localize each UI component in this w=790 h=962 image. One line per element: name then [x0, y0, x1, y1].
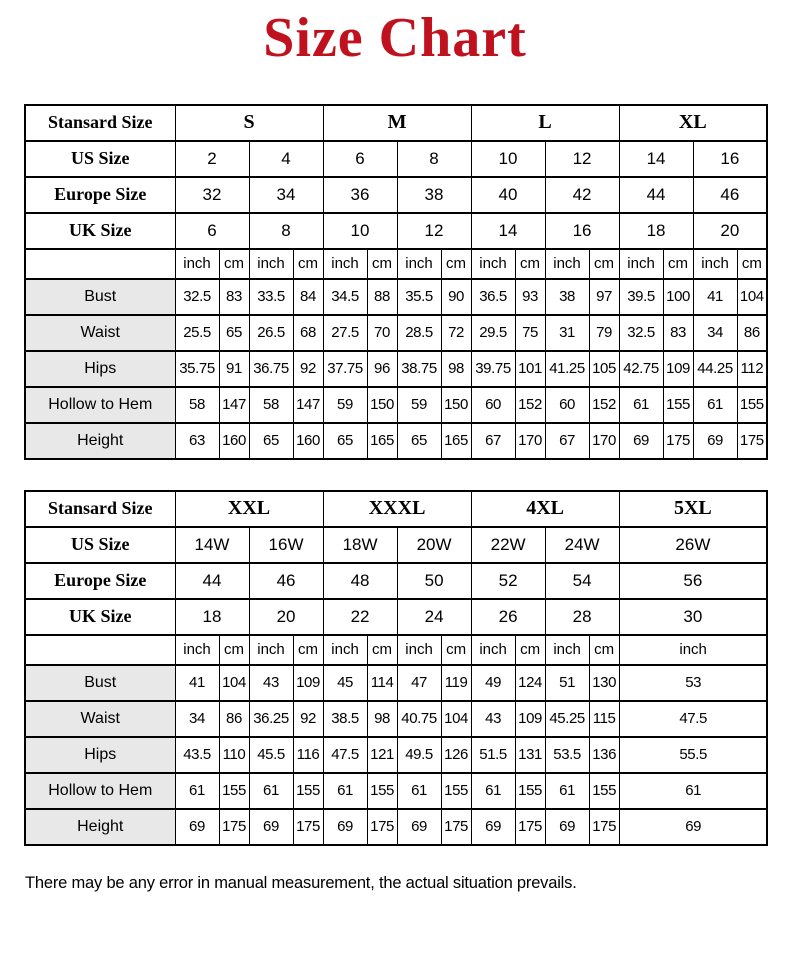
measure-value-cell: 116 [293, 737, 323, 773]
measure-value-cell: 83 [219, 279, 249, 315]
measure-value-cell: 41.25 [545, 351, 589, 387]
measure-value-cell: 47.5 [323, 737, 367, 773]
measure-value-cell: 152 [515, 387, 545, 423]
size-value-cell: 26 [471, 599, 545, 635]
measure-value-cell: 65 [323, 423, 367, 459]
size-group-cell: XL [619, 105, 767, 141]
unit-cm-cell: cm [367, 635, 397, 665]
measure-value-cell: 40.75 [397, 701, 441, 737]
size-value-cell: 54 [545, 563, 619, 599]
measure-value-cell: 150 [441, 387, 471, 423]
measure-value-cell: 170 [589, 423, 619, 459]
unit-inch-cell: inch [249, 635, 293, 665]
measure-row [25, 773, 767, 809]
measure-value-cell: 61 [693, 387, 737, 423]
measure-value-cell: 70 [367, 315, 397, 351]
unit-cm-cell: cm [219, 249, 249, 279]
measure-value-cell: 67 [545, 423, 589, 459]
measure-value-cell: 175 [663, 423, 693, 459]
size-value-cell: 32 [175, 177, 249, 213]
size-value-cell: 22 [323, 599, 397, 635]
measure-value-cell: 35.75 [175, 351, 219, 387]
unit-cm-cell: cm [589, 249, 619, 279]
size-value-cell: 44 [175, 563, 249, 599]
measure-value-cell: 60 [545, 387, 589, 423]
measure-value-cell: 61 [249, 773, 293, 809]
size-value-cell: 56 [619, 563, 767, 599]
size-value-cell: 10 [471, 141, 545, 177]
measure-value-cell: 88 [367, 279, 397, 315]
size-value-cell: 44 [619, 177, 693, 213]
standard-size-label: Stansard Size [25, 491, 175, 527]
measure-value-cell: 63 [175, 423, 219, 459]
measurement-disclaimer: There may be any error in manual measurement, the actual situation prevails. [25, 873, 577, 892]
measure-value-cell: 86 [219, 701, 249, 737]
measure-value-cell: 92 [293, 351, 323, 387]
unit-inch-cell: inch [471, 249, 515, 279]
measure-value-cell: 61 [471, 773, 515, 809]
measure-value-cell: 97 [589, 279, 619, 315]
measure-value-cell: 147 [293, 387, 323, 423]
measure-value-cell: 86 [737, 315, 767, 351]
measure-row [25, 809, 767, 845]
unit-inch-cell: inch [397, 249, 441, 279]
measure-value-cell: 45 [323, 665, 367, 701]
measure-value-cell: 36.75 [249, 351, 293, 387]
measure-value-cell: 58 [249, 387, 293, 423]
measure-value-cell: 25.5 [175, 315, 219, 351]
size-value-cell: 46 [249, 563, 323, 599]
measure-value-cell: 155 [663, 387, 693, 423]
measure-value-cell: 69 [323, 809, 367, 845]
measure-value-cell: 131 [515, 737, 545, 773]
unit-inch-cell: inch [175, 249, 219, 279]
measure-value-cell: 58 [175, 387, 219, 423]
size-group-row [25, 105, 767, 141]
measure-value-cell: 69 [693, 423, 737, 459]
measure-value-cell: 105 [589, 351, 619, 387]
measure-value-cell: 155 [219, 773, 249, 809]
measure-value-cell: 45.5 [249, 737, 293, 773]
unit-inch-cell: inch [619, 249, 663, 279]
measure-row-label: Hips [25, 737, 175, 773]
size-value-cell: 20 [693, 213, 767, 249]
measure-value-cell: 175 [293, 809, 323, 845]
measure-row-label: Hollow to Hem [25, 387, 175, 423]
size-row [25, 177, 767, 213]
measure-value-cell: 109 [663, 351, 693, 387]
measure-value-cell: 84 [293, 279, 323, 315]
measure-value-cell: 69 [175, 809, 219, 845]
size-value-cell: 6 [323, 141, 397, 177]
measure-value-cell: 61 [323, 773, 367, 809]
measure-value-cell: 45.25 [545, 701, 589, 737]
measure-row-label: Hollow to Hem [25, 773, 175, 809]
unit-inch-cell: inch [323, 249, 367, 279]
measure-value-cell: 38 [545, 279, 589, 315]
measure-value-cell: 90 [441, 279, 471, 315]
measure-value-cell: 41 [175, 665, 219, 701]
measure-value-cell: 65 [249, 423, 293, 459]
measure-value-cell: 100 [663, 279, 693, 315]
measure-value-cell: 38.75 [397, 351, 441, 387]
measure-value-cell: 83 [663, 315, 693, 351]
unit-cm-cell: cm [441, 635, 471, 665]
size-row [25, 527, 767, 563]
measure-value-cell: 35.5 [397, 279, 441, 315]
unit-cm-cell: cm [293, 249, 323, 279]
measure-value-cell: 47.5 [619, 701, 767, 737]
size-row-label: US Size [25, 527, 175, 563]
unit-inch-cell: inch [693, 249, 737, 279]
measure-row-label: Height [25, 423, 175, 459]
size-value-cell: 4 [249, 141, 323, 177]
measure-value-cell: 34.5 [323, 279, 367, 315]
measure-value-cell: 69 [397, 809, 441, 845]
measure-value-cell: 69 [249, 809, 293, 845]
measure-row-label: Bust [25, 665, 175, 701]
measure-value-cell: 32.5 [175, 279, 219, 315]
measure-value-cell: 155 [737, 387, 767, 423]
size-value-cell: 18 [619, 213, 693, 249]
empty-cell [25, 635, 175, 665]
size-group-cell: XXL [175, 491, 323, 527]
unit-inch-cell: inch [323, 635, 367, 665]
size-group-cell: L [471, 105, 619, 141]
measure-value-cell: 152 [589, 387, 619, 423]
measure-value-cell: 130 [589, 665, 619, 701]
unit-inch-cell: inch [397, 635, 441, 665]
measure-value-cell: 47 [397, 665, 441, 701]
size-value-cell: 12 [545, 141, 619, 177]
standard-size-label: Stansard Size [25, 105, 175, 141]
size-value-cell: 2 [175, 141, 249, 177]
size-value-cell: 14W [175, 527, 249, 563]
unit-inch-cell: inch [249, 249, 293, 279]
measure-value-cell: 42.75 [619, 351, 663, 387]
measure-value-cell: 61 [545, 773, 589, 809]
size-value-cell: 46 [693, 177, 767, 213]
measure-value-cell: 115 [589, 701, 619, 737]
measure-value-cell: 175 [367, 809, 397, 845]
size-row-label: US Size [25, 141, 175, 177]
measure-value-cell: 109 [515, 701, 545, 737]
measure-value-cell: 124 [515, 665, 545, 701]
measure-value-cell: 37.75 [323, 351, 367, 387]
measure-value-cell: 112 [737, 351, 767, 387]
measure-row [25, 701, 767, 737]
measure-value-cell: 165 [367, 423, 397, 459]
measure-value-cell: 43.5 [175, 737, 219, 773]
measure-value-cell: 69 [471, 809, 515, 845]
measure-value-cell: 28.5 [397, 315, 441, 351]
measure-value-cell: 31 [545, 315, 589, 351]
measure-value-cell: 49 [471, 665, 515, 701]
size-value-cell: 20 [249, 599, 323, 635]
measure-value-cell: 160 [219, 423, 249, 459]
measure-value-cell: 121 [367, 737, 397, 773]
size-value-cell: 20W [397, 527, 471, 563]
size-row-label: Europe Size [25, 177, 175, 213]
measure-value-cell: 33.5 [249, 279, 293, 315]
size-chart-table [24, 490, 768, 846]
measure-row [25, 351, 767, 387]
measure-row [25, 279, 767, 315]
measure-value-cell: 155 [515, 773, 545, 809]
empty-cell [25, 249, 175, 279]
measure-value-cell: 53.5 [545, 737, 589, 773]
size-value-cell: 48 [323, 563, 397, 599]
size-value-cell: 16 [693, 141, 767, 177]
measure-value-cell: 75 [515, 315, 545, 351]
measure-value-cell: 92 [293, 701, 323, 737]
measure-value-cell: 175 [515, 809, 545, 845]
measure-row-label: Bust [25, 279, 175, 315]
measure-value-cell: 160 [293, 423, 323, 459]
size-group-cell: 5XL [619, 491, 767, 527]
measure-value-cell: 39.5 [619, 279, 663, 315]
size-value-cell: 28 [545, 599, 619, 635]
measure-value-cell: 51 [545, 665, 589, 701]
measure-row [25, 315, 767, 351]
measure-value-cell: 43 [249, 665, 293, 701]
measure-value-cell: 93 [515, 279, 545, 315]
size-value-cell: 14 [619, 141, 693, 177]
measure-value-cell: 175 [589, 809, 619, 845]
size-value-cell: 42 [545, 177, 619, 213]
size-chart-table-plus [24, 490, 766, 846]
unit-cm-cell: cm [515, 635, 545, 665]
unit-cm-cell: cm [441, 249, 471, 279]
measure-value-cell: 53 [619, 665, 767, 701]
size-value-cell: 8 [249, 213, 323, 249]
measure-row-label: Height [25, 809, 175, 845]
measure-value-cell: 101 [515, 351, 545, 387]
size-value-cell: 16 [545, 213, 619, 249]
size-group-cell: 4XL [471, 491, 619, 527]
size-row [25, 213, 767, 249]
measure-value-cell: 98 [441, 351, 471, 387]
unit-inch-cell: inch [619, 635, 767, 665]
measure-value-cell: 155 [441, 773, 471, 809]
unit-cm-cell: cm [367, 249, 397, 279]
size-value-cell: 34 [249, 177, 323, 213]
unit-inch-cell: inch [471, 635, 515, 665]
measure-value-cell: 109 [293, 665, 323, 701]
measure-value-cell: 51.5 [471, 737, 515, 773]
measure-value-cell: 69 [545, 809, 589, 845]
size-row-label: UK Size [25, 213, 175, 249]
measure-value-cell: 155 [367, 773, 397, 809]
measure-value-cell: 150 [367, 387, 397, 423]
measure-value-cell: 41 [693, 279, 737, 315]
size-value-cell: 24 [397, 599, 471, 635]
size-value-cell: 22W [471, 527, 545, 563]
measure-value-cell: 170 [515, 423, 545, 459]
measure-value-cell: 104 [219, 665, 249, 701]
unit-cm-cell: cm [515, 249, 545, 279]
size-value-cell: 10 [323, 213, 397, 249]
measure-value-cell: 39.75 [471, 351, 515, 387]
measure-value-cell: 98 [367, 701, 397, 737]
unit-cm-cell: cm [589, 635, 619, 665]
measure-value-cell: 126 [441, 737, 471, 773]
measure-value-cell: 104 [737, 279, 767, 315]
unit-cm-cell: cm [219, 635, 249, 665]
measure-value-cell: 155 [589, 773, 619, 809]
unit-inch-cell: inch [545, 249, 589, 279]
measure-value-cell: 72 [441, 315, 471, 351]
measure-value-cell: 27.5 [323, 315, 367, 351]
measure-value-cell: 49.5 [397, 737, 441, 773]
size-chart-table [24, 104, 768, 460]
size-value-cell: 30 [619, 599, 767, 635]
measure-value-cell: 36.25 [249, 701, 293, 737]
measure-row-label: Waist [25, 315, 175, 351]
measure-value-cell: 165 [441, 423, 471, 459]
unit-row [25, 635, 767, 665]
measure-value-cell: 114 [367, 665, 397, 701]
size-chart-table-standard [24, 104, 766, 460]
size-row [25, 141, 767, 177]
measure-value-cell: 155 [293, 773, 323, 809]
size-row-label: UK Size [25, 599, 175, 635]
measure-value-cell: 59 [323, 387, 367, 423]
measure-value-cell: 59 [397, 387, 441, 423]
size-group-row [25, 491, 767, 527]
size-value-cell: 18 [175, 599, 249, 635]
measure-value-cell: 69 [619, 423, 663, 459]
measure-value-cell: 175 [441, 809, 471, 845]
measure-value-cell: 65 [219, 315, 249, 351]
measure-value-cell: 38.5 [323, 701, 367, 737]
measure-value-cell: 175 [219, 809, 249, 845]
measure-value-cell: 61 [397, 773, 441, 809]
size-row-label: Europe Size [25, 563, 175, 599]
measure-value-cell: 61 [619, 773, 767, 809]
measure-value-cell: 69 [619, 809, 767, 845]
measure-value-cell: 34 [693, 315, 737, 351]
measure-value-cell: 34 [175, 701, 219, 737]
size-value-cell: 16W [249, 527, 323, 563]
size-value-cell: 12 [397, 213, 471, 249]
size-value-cell: 36 [323, 177, 397, 213]
size-group-cell: M [323, 105, 471, 141]
measure-value-cell: 36.5 [471, 279, 515, 315]
measure-value-cell: 65 [397, 423, 441, 459]
measure-value-cell: 147 [219, 387, 249, 423]
measure-value-cell: 60 [471, 387, 515, 423]
unit-inch-cell: inch [175, 635, 219, 665]
measure-value-cell: 43 [471, 701, 515, 737]
measure-value-cell: 96 [367, 351, 397, 387]
measure-value-cell: 61 [175, 773, 219, 809]
size-value-cell: 14 [471, 213, 545, 249]
unit-cm-cell: cm [293, 635, 323, 665]
size-group-cell: XXXL [323, 491, 471, 527]
measure-row-label: Hips [25, 351, 175, 387]
measure-value-cell: 79 [589, 315, 619, 351]
size-value-cell: 40 [471, 177, 545, 213]
size-value-cell: 18W [323, 527, 397, 563]
measure-value-cell: 55.5 [619, 737, 767, 773]
size-group-cell: S [175, 105, 323, 141]
measure-value-cell: 91 [219, 351, 249, 387]
size-value-cell: 52 [471, 563, 545, 599]
size-value-cell: 50 [397, 563, 471, 599]
measure-value-cell: 110 [219, 737, 249, 773]
measure-row [25, 737, 767, 773]
measure-row [25, 665, 767, 701]
unit-cm-cell: cm [663, 249, 693, 279]
measure-row [25, 423, 767, 459]
measure-value-cell: 26.5 [249, 315, 293, 351]
measure-value-cell: 136 [589, 737, 619, 773]
measure-value-cell: 67 [471, 423, 515, 459]
size-row [25, 599, 767, 635]
measure-row-label: Waist [25, 701, 175, 737]
size-value-cell: 6 [175, 213, 249, 249]
unit-row [25, 249, 767, 279]
measure-value-cell: 44.25 [693, 351, 737, 387]
size-value-cell: 26W [619, 527, 767, 563]
size-value-cell: 8 [397, 141, 471, 177]
measure-value-cell: 32.5 [619, 315, 663, 351]
unit-inch-cell: inch [545, 635, 589, 665]
page-title: Size Chart [263, 7, 527, 69]
measure-value-cell: 29.5 [471, 315, 515, 351]
size-value-cell: 24W [545, 527, 619, 563]
size-row [25, 563, 767, 599]
measure-value-cell: 68 [293, 315, 323, 351]
unit-cm-cell: cm [737, 249, 767, 279]
measure-value-cell: 119 [441, 665, 471, 701]
measure-value-cell: 175 [737, 423, 767, 459]
measure-value-cell: 61 [619, 387, 663, 423]
size-value-cell: 38 [397, 177, 471, 213]
measure-row [25, 387, 767, 423]
measure-value-cell: 104 [441, 701, 471, 737]
